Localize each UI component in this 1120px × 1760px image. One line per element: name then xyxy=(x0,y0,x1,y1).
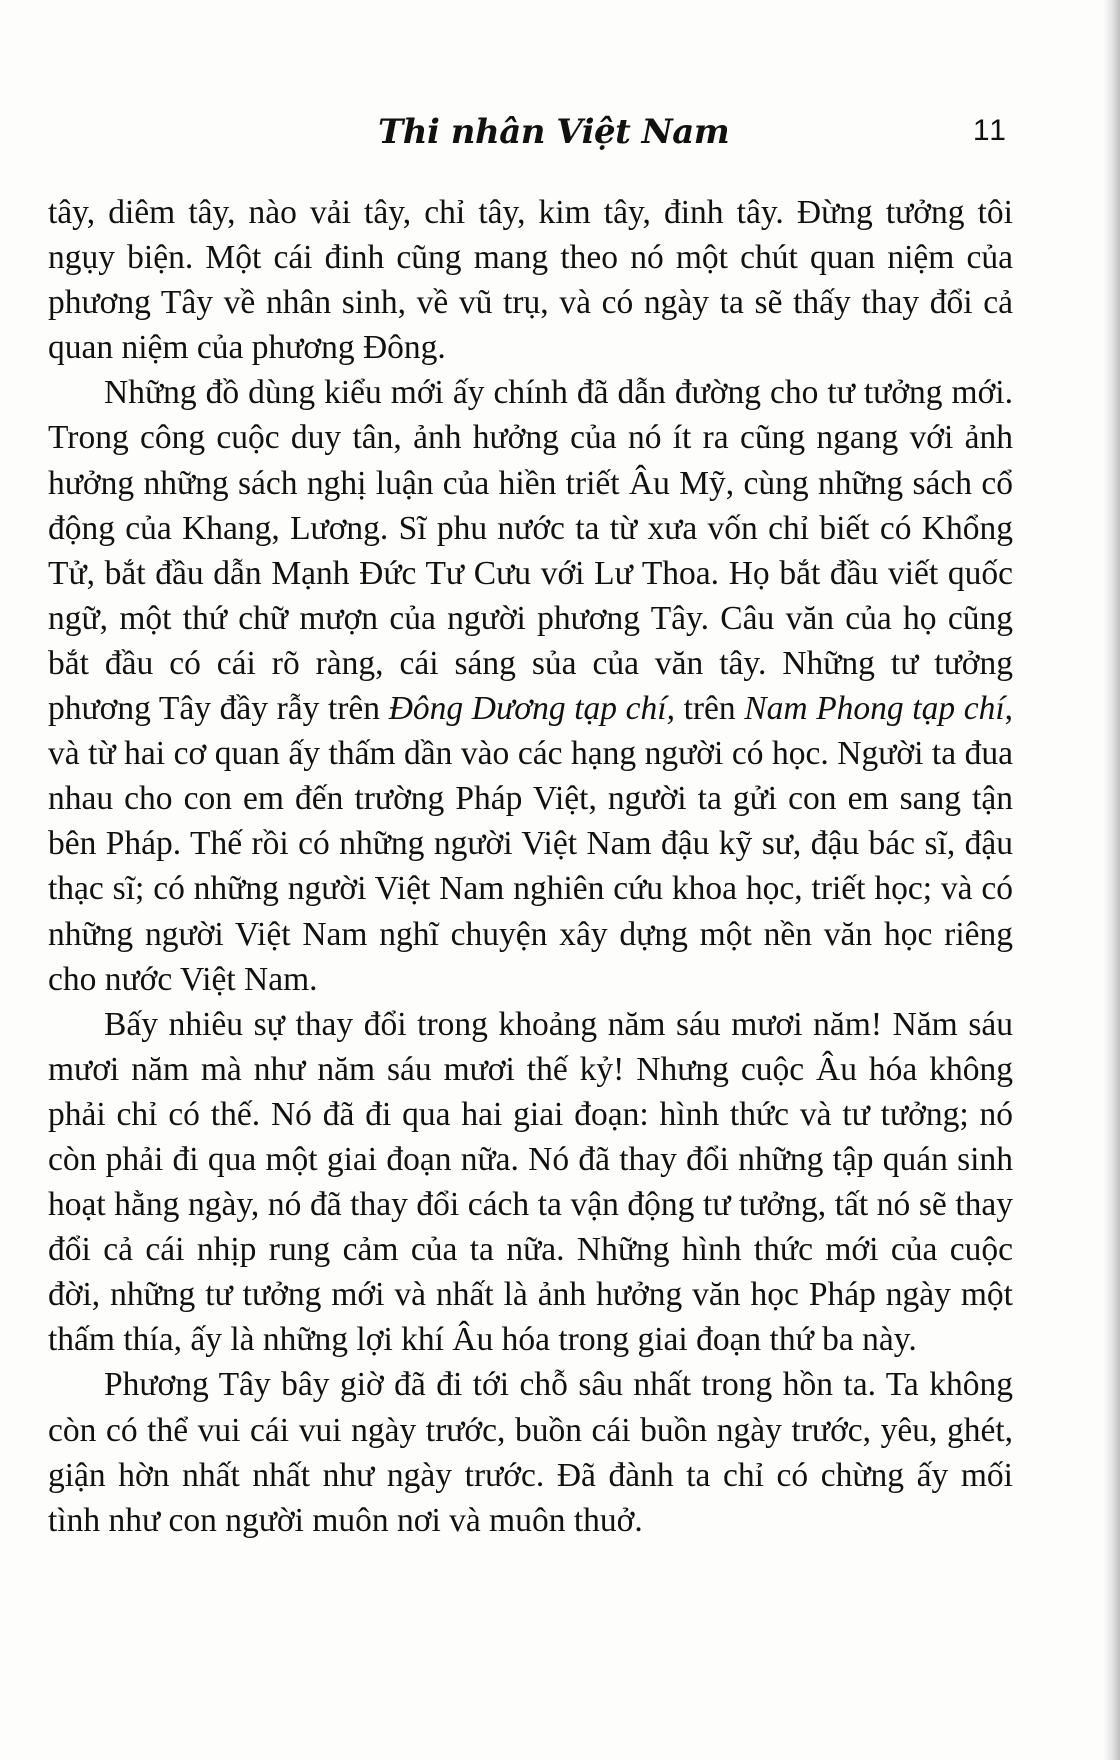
paragraph xyxy=(48,190,1013,370)
paragraph-text: Những đồ dùng kiểu mới ấy chính đã dẫn đường cho tư tưởng mới. Trong công cuộc duy tân, ảnh hưởng của nó ít ra cũng ngang với ảnh hưởng những sách nghị luận của hiền triết Âu Mỹ, cùng những sách cổ động của Khang, Lương. Sĩ phu nước ta từ xưa vốn chỉ biết có Khổng Tử, bắt đầu dẫn Mạnh Đức Tư Cưu với Lư Thoa. Họ bắt đầu viết quốc ngữ, một thứ chữ mượn của người phương Tây. Câu văn của họ cũng bắt đầu có cái rõ ràng, cái sáng sủa của văn tây. Những tư tưởng phương Tây đầy rẫy trên xyxy=(48,374,1013,728)
italic-title-text: Nam Phong tạp chí xyxy=(744,690,1005,728)
paragraph-text: tây, diêm tây, nào vải tây, chỉ tây, kim tây, đinh tây. Đừng tưởng tôi ngụy biện. Một cái đinh cũng mang theo nó một chút quan niệm của phương Tây về nhân sinh, về vũ trụ, và có ngày ta sẽ thấy thay đổi cả quan niệm của phương Đông. xyxy=(48,194,1013,367)
paragraph-text: trên xyxy=(674,690,745,728)
page-number: 11 xyxy=(972,114,1008,147)
paragraph-text: Phương Tây bây giờ đã đi tới chỗ sâu nhất trong hồn ta. Ta không còn có thể vui cái vui ngày trước, buồn cái buồn ngày trước, yêu, ghét, giận hờn nhất nhất như ngày trước. Đã đành ta chỉ có chừng ấy mối tình như con người muôn nơi và muôn thuở. xyxy=(48,1366,1013,1539)
italic-title-text: Đông Dương tạp chí, xyxy=(388,690,675,728)
running-header-title: Thi nhân Việt Nam xyxy=(378,112,730,152)
body-text xyxy=(48,190,1013,1543)
paragraph xyxy=(48,1362,1013,1542)
paragraph xyxy=(48,1002,1013,1363)
running-header xyxy=(48,112,1008,162)
paragraph-text: , và từ hai cơ quan ấy thấm dần vào các hạng người có học. Người ta đua nhau cho con em đến trường Pháp Việt, người ta gửi con em sang tận bên Pháp. Thế rồi có những người Việt Nam đậu kỹ sư, đậu bác sĩ, đậu thạc sĩ; có những người Việt Nam nghiên cứu khoa học, triết học; và có những người Việt Nam nghĩ chuyện xây dựng một nền văn học riêng cho nước Việt Nam. xyxy=(48,690,1014,998)
paragraph xyxy=(48,370,1013,1001)
paragraph-text: Bấy nhiêu sự thay đổi trong khoảng năm sáu mươi năm! Năm sáu mươi năm mà như năm sáu mươi thế kỷ! Nhưng cuộc Âu hóa không phải chỉ có thế. Nó đã đi qua hai giai đoạn: hình thức và tư tưởng; nó còn phải đi qua một giai đoạn nữa. Nó đã thay đổi những tập quán sinh hoạt hằng ngày, nó đã thay đổi cách ta vận động tư tưởng, tất nó sẽ thay đổi cả cái nhịp rung cảm của ta nữa. Những hình thức mới của cuộc đời, những tư tưởng mới và nhất là ảnh hưởng văn học Pháp ngày một thấm thía, ấy là những lợi khí Âu hóa trong giai đoạn thứ ba này. xyxy=(48,1005,1013,1359)
page-edge-shadow xyxy=(1102,0,1120,1760)
